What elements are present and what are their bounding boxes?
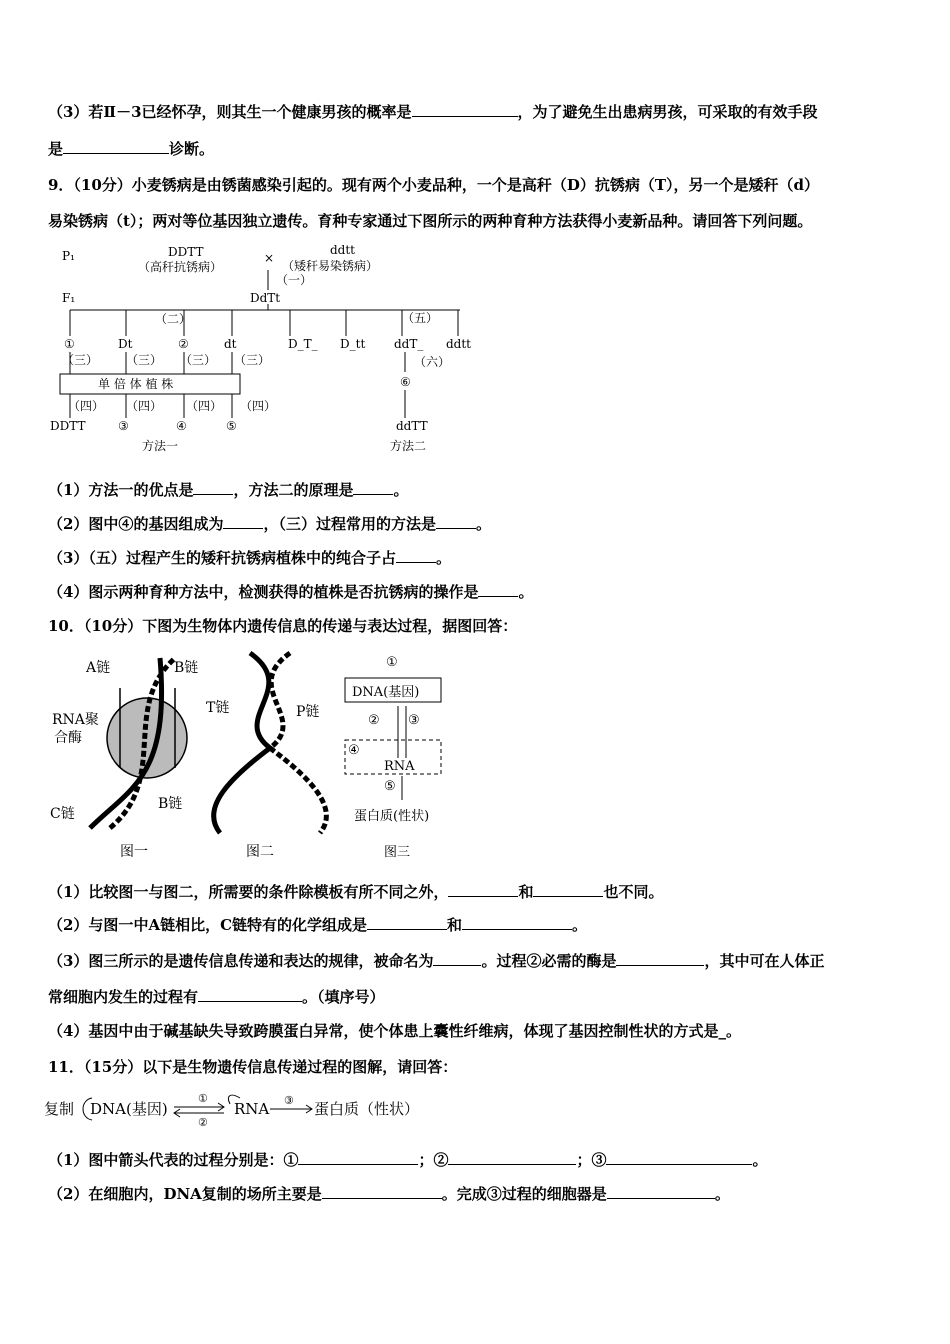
step-3-label: （三） xyxy=(180,353,217,367)
f2-type-1: D_T_ xyxy=(288,337,318,351)
answer-blank[interactable] xyxy=(193,480,233,495)
q10-3-text-c: ，其中可在人体正 xyxy=(704,952,825,970)
q9-1-text: （1）方法一的优点是 xyxy=(48,481,194,499)
p-label: P₁ xyxy=(62,249,75,263)
q8-text-b: ，为了避免生出患病男孩，可采取的有效手段 xyxy=(517,103,818,121)
process-4-label: ④ xyxy=(348,743,360,758)
b-chain-label-2: B链 xyxy=(158,796,183,812)
q9-3-text: （3）（五）过程产生的矮秆抗锈病植株中的纯合子占 xyxy=(48,549,396,567)
answer-blank[interactable] xyxy=(606,1150,752,1165)
step-5-label: （五） xyxy=(402,311,439,325)
q10-1-text: （1）比较图一与图二，所需要的条件除模板有所不同之外， xyxy=(48,883,449,901)
gamete-4: dt xyxy=(224,337,237,351)
f2-type-4: ddtt xyxy=(446,337,472,351)
q11-2-end: 。 xyxy=(714,1185,730,1203)
q10-sub-3-cont xyxy=(48,987,902,1007)
gamete-1: ① xyxy=(64,337,75,351)
q9-4-end: 。 xyxy=(518,583,534,601)
figure-2-replication xyxy=(214,653,327,833)
q10-2-end: 。 xyxy=(572,916,588,934)
q10-3-end: 。（填序号） xyxy=(302,988,385,1006)
step-1-label: （一） xyxy=(276,273,313,287)
b-chain-label: B链 xyxy=(174,660,199,676)
genetic-info-figure xyxy=(50,648,470,863)
answer-blank[interactable] xyxy=(63,139,169,154)
q9-intro-2: 易染锈病（t）；两对等位基因独立遗传。育种专家通过下图所示的两种育种方法获得小麦新品种。请回答下列问题。 xyxy=(48,212,813,230)
q9-1-text-b: ，方法二的原理是 xyxy=(233,481,354,499)
q10-2-text: （2）与图一中A链相比，C链特有的化学组成是 xyxy=(48,916,368,934)
q9-sub-3 xyxy=(48,548,902,568)
q11-sub-1 xyxy=(48,1150,902,1170)
q10-sub-4: （4）基因中由于碱基缺失导致跨膜蛋白异常，使个体患上囊性纤维病，体现了基因控制性状的方式是_。 xyxy=(48,1022,741,1040)
protein-trait-label: 蛋白质（性状） xyxy=(314,1100,420,1118)
answer-blank[interactable] xyxy=(322,1184,442,1199)
q9-4-text: （4）图示两种育种方法中，检测获得的植株是否抗锈病的操作是 xyxy=(48,583,479,601)
answer-blank[interactable] xyxy=(412,102,518,117)
step-4-label: （四） xyxy=(240,399,277,413)
q11-2-text: （2）在细胞内，DNA复制的场所主要是 xyxy=(48,1185,322,1203)
q10-sub-2 xyxy=(48,915,902,935)
answer-blank[interactable] xyxy=(448,1150,576,1165)
q8-text-d: 诊断。 xyxy=(169,140,215,158)
q9-sub-1 xyxy=(48,480,902,500)
rna-label: RNA xyxy=(384,759,415,774)
q11-1-text-b: ；② xyxy=(418,1151,449,1169)
step-4-label: （四） xyxy=(186,399,223,413)
replication-label: 复制 xyxy=(44,1100,75,1118)
haploid-plant-label: 单 倍 体 植 株 xyxy=(98,377,174,391)
gamete-2: Dt xyxy=(118,337,133,351)
step-3-label: （三） xyxy=(62,353,99,367)
f2-type-3: ddT_ xyxy=(394,337,424,351)
step-3-label: （三） xyxy=(234,353,271,367)
q11-1-end: 。 xyxy=(752,1151,768,1169)
answer-blank[interactable] xyxy=(436,514,476,529)
figure-3-caption: 图三 xyxy=(384,845,411,860)
answer-blank[interactable] xyxy=(433,951,481,966)
q9-2-text: （2）图中④的基因组成为 xyxy=(48,515,224,533)
q10-3-text: （3）图三所示的是遗传信息传递和表达的规律，被命名为 xyxy=(48,952,434,970)
answer-blank[interactable] xyxy=(448,882,518,897)
c-chain-label: C链 xyxy=(50,806,75,822)
f1-genotype: DdTt xyxy=(250,291,281,305)
step-3-label: （三） xyxy=(126,353,163,367)
step-2-label: （二） xyxy=(155,312,192,326)
breeding-diagram xyxy=(50,240,490,460)
q10-1-and: 和 xyxy=(518,883,534,901)
dna-gene-label: DNA(基因) xyxy=(90,1100,168,1118)
p-chain-label: P链 xyxy=(296,704,320,720)
process-1-label: ① xyxy=(386,655,398,670)
q11-sub-2 xyxy=(48,1184,902,1204)
cross-symbol: × xyxy=(264,251,275,265)
answer-blank[interactable] xyxy=(533,882,603,897)
figure-2-caption: 图二 xyxy=(246,844,274,860)
dna-gene-label: DNA(基因) xyxy=(352,685,420,700)
final-genotype: ddTT xyxy=(396,419,428,433)
answer-blank[interactable] xyxy=(353,480,393,495)
answer-blank[interactable] xyxy=(396,548,436,563)
parent2-desc: （矮秆易染锈病） xyxy=(282,259,379,273)
a-chain-label: A链 xyxy=(86,660,111,676)
q9-2-text-b: ，（三）过程常用的方法是 xyxy=(263,515,436,533)
q9-sub-4 xyxy=(48,582,902,602)
answer-blank[interactable] xyxy=(478,582,518,597)
f-label: F₁ xyxy=(62,291,76,305)
answer-blank[interactable] xyxy=(198,987,302,1002)
step-4-label: （四） xyxy=(126,399,163,413)
q8-line-1 xyxy=(48,102,902,122)
process-2-label: ② xyxy=(198,1116,208,1129)
q10-intro: 10．（10分）下图为生物体内遗传信息的传递与表达过程，据图回答： xyxy=(48,617,518,635)
q10-1-end: 也不同。 xyxy=(603,883,664,901)
figure-1-caption: 图一 xyxy=(120,844,148,860)
q10-2-and: 和 xyxy=(447,916,463,934)
method-1-label: 方法一 xyxy=(142,439,179,453)
answer-blank[interactable] xyxy=(367,915,447,930)
q8-text-a: （3）若Ⅱ－3已经怀孕，则其生一个健康男孩的概率是 xyxy=(48,103,412,121)
process-5-label: ⑤ xyxy=(384,779,396,794)
q10-sub-3 xyxy=(48,951,902,971)
rna-polymerase-label-1: RNA聚 xyxy=(52,712,99,728)
result-3: ④ xyxy=(176,419,187,433)
answer-blank[interactable] xyxy=(607,1184,715,1199)
q11-2-text-b: 。完成③过程的细胞器是 xyxy=(441,1185,607,1203)
q9-intro-1: 9．（10分）小麦锈病是由锈菌感染引起的。现有两个小麦品种，一个是高秆（D）抗锈病（T），另一个是矮秆（d） xyxy=(48,176,819,194)
process-1-label: ① xyxy=(198,1092,208,1105)
q8-line-2 xyxy=(48,139,902,159)
f2-type-2: D_tt xyxy=(340,337,366,351)
rna-label: RNA xyxy=(234,1100,270,1118)
method-2-label: 方法二 xyxy=(390,439,427,453)
parent2-genotype: ddtt xyxy=(330,243,356,257)
process-2-label: ② xyxy=(368,713,380,728)
gamete-3: ② xyxy=(178,337,189,351)
protein-trait-label: 蛋白质(性状) xyxy=(354,809,430,824)
q10-sub-1 xyxy=(48,882,902,902)
step-6-label: （六） xyxy=(414,355,451,369)
q10-3-text-d: 常细胞内发生的过程有 xyxy=(48,988,199,1006)
q9-sub-2 xyxy=(48,514,902,534)
rna-polymerase-label-2: 合酶 xyxy=(54,730,82,746)
result-2: ③ xyxy=(118,419,129,433)
central-dogma-figure xyxy=(44,1090,464,1130)
q11-intro: 11．（15分）以下是生物遗传信息传递过程的图解，请回答： xyxy=(48,1058,458,1076)
result-6: ⑥ xyxy=(400,375,411,389)
result-4: ⑤ xyxy=(226,419,237,433)
process-3-label: ③ xyxy=(284,1094,294,1107)
answer-blank[interactable] xyxy=(223,514,263,529)
q9-1-end: 。 xyxy=(393,481,409,499)
q11-1-text: （1）图中箭头代表的过程分别是：① xyxy=(48,1151,299,1169)
q9-2-end: 。 xyxy=(475,515,491,533)
t-chain-label: T链 xyxy=(206,700,230,716)
q9-3-end: 。 xyxy=(435,549,451,567)
q8-text-c: 是 xyxy=(48,140,64,158)
answer-blank[interactable] xyxy=(616,951,704,966)
step-4-label: （四） xyxy=(68,399,105,413)
answer-blank[interactable] xyxy=(298,1150,418,1165)
answer-blank[interactable] xyxy=(462,915,572,930)
q11-1-text-c: ；③ xyxy=(576,1151,607,1169)
parent1-desc: （高秆抗锈病） xyxy=(138,260,223,274)
parent1-genotype: DDTT xyxy=(168,245,204,259)
result-1: DDTT xyxy=(50,419,86,433)
process-3-label: ③ xyxy=(408,713,420,728)
q10-3-text-b: 。过程②必需的酶是 xyxy=(481,952,617,970)
